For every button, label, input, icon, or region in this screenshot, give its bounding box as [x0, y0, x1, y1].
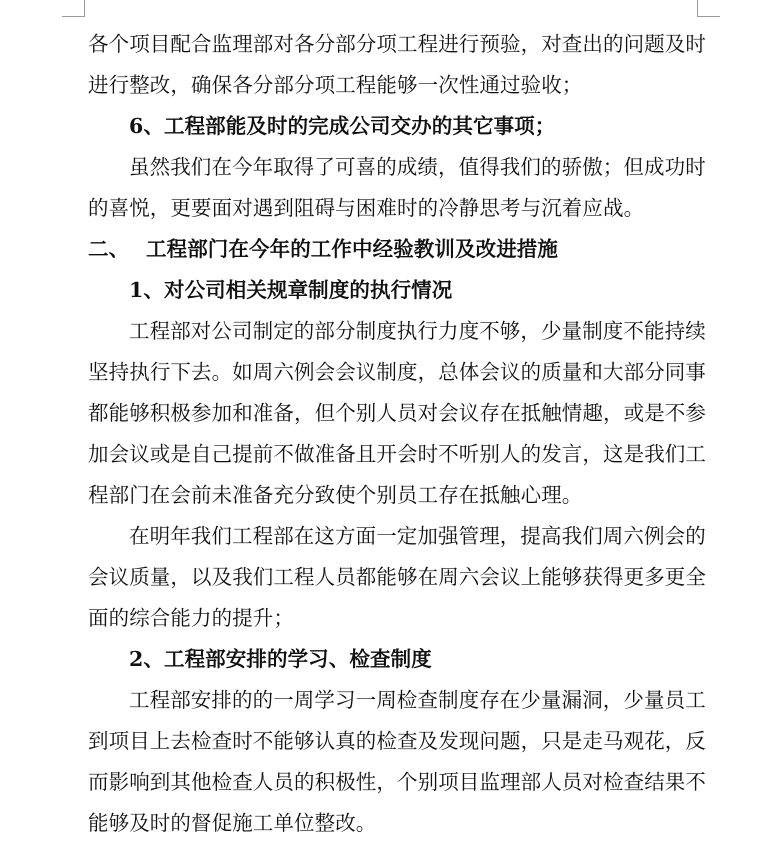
subheading-6: 6、工程部能及时的完成公司交办的其它事项； — [129, 114, 556, 138]
paragraph-line: 加会议或是自己提前不做准备且开会时不听别人的发言，这是我们工 — [88, 442, 706, 466]
section-title: 工程部门在今年的工作中经验教训及改进措施 — [146, 237, 558, 261]
section-heading-2 — [88, 229, 700, 270]
paragraph-line: 进行整改，确保各分部分项工程能够一次性通过验收； — [88, 73, 583, 97]
paragraph-line: 都能够积极参加和准备，但个别人员对会议存在抵触情趣，或是不参 — [88, 401, 706, 425]
page-corner-mark-left — [62, 0, 85, 17]
paragraph-line: 在明年我们工程部在这方面一定加强管理，提高我们周六例会的 — [129, 524, 706, 548]
paragraph-line: 而影响到其他检查人员的积极性，个别项目监理部人员对检查结果不 — [88, 770, 706, 794]
paragraph-line: 的喜悦，更要面对遇到阻碍与困难时的冷静思考与沉着应战。 — [88, 196, 645, 220]
section-number: 二、 — [88, 237, 130, 261]
paragraph-line: 工程部对公司制定的部分制度执行力度不够，少量制度不能持续 — [129, 319, 706, 343]
paragraph-line: 面的综合能力的提升； — [88, 606, 294, 630]
subheading-2: 2、工程部安排的学习、检查制度 — [129, 647, 432, 671]
paragraph-line: 坚持执行下去。如周六例会会议制度，总体会议的质量和大部分同事 — [88, 360, 706, 384]
paragraph-line: 工程部安排的的一周学习一周检查制度存在少量漏洞，少量员工 — [129, 688, 706, 712]
paragraph-line: 各个项目配合监理部对各分部分项工程进行预验，对查出的问题及时 — [88, 32, 706, 56]
paragraph-line: 程部门在会前未准备充分致使个别员工存在抵触心理。 — [88, 483, 583, 507]
document-body — [88, 24, 706, 844]
paragraph-line: 能够及时的督促施工单位整改。 — [88, 811, 377, 835]
paragraph-line: 会议质量，以及我们工程人员都能够在周六会议上能够获得更多更全 — [88, 565, 706, 589]
page-corner-mark-right — [697, 0, 720, 17]
paragraph-line: 虽然我们在今年取得了可喜的成绩，值得我们的骄傲；但成功时 — [129, 155, 706, 179]
paragraph-line: 到项目上去检查时不能够认真的检查及发现问题，只是走马观花，反 — [88, 729, 706, 753]
subheading-1: 1、对公司相关规章制度的执行情况 — [129, 278, 453, 302]
